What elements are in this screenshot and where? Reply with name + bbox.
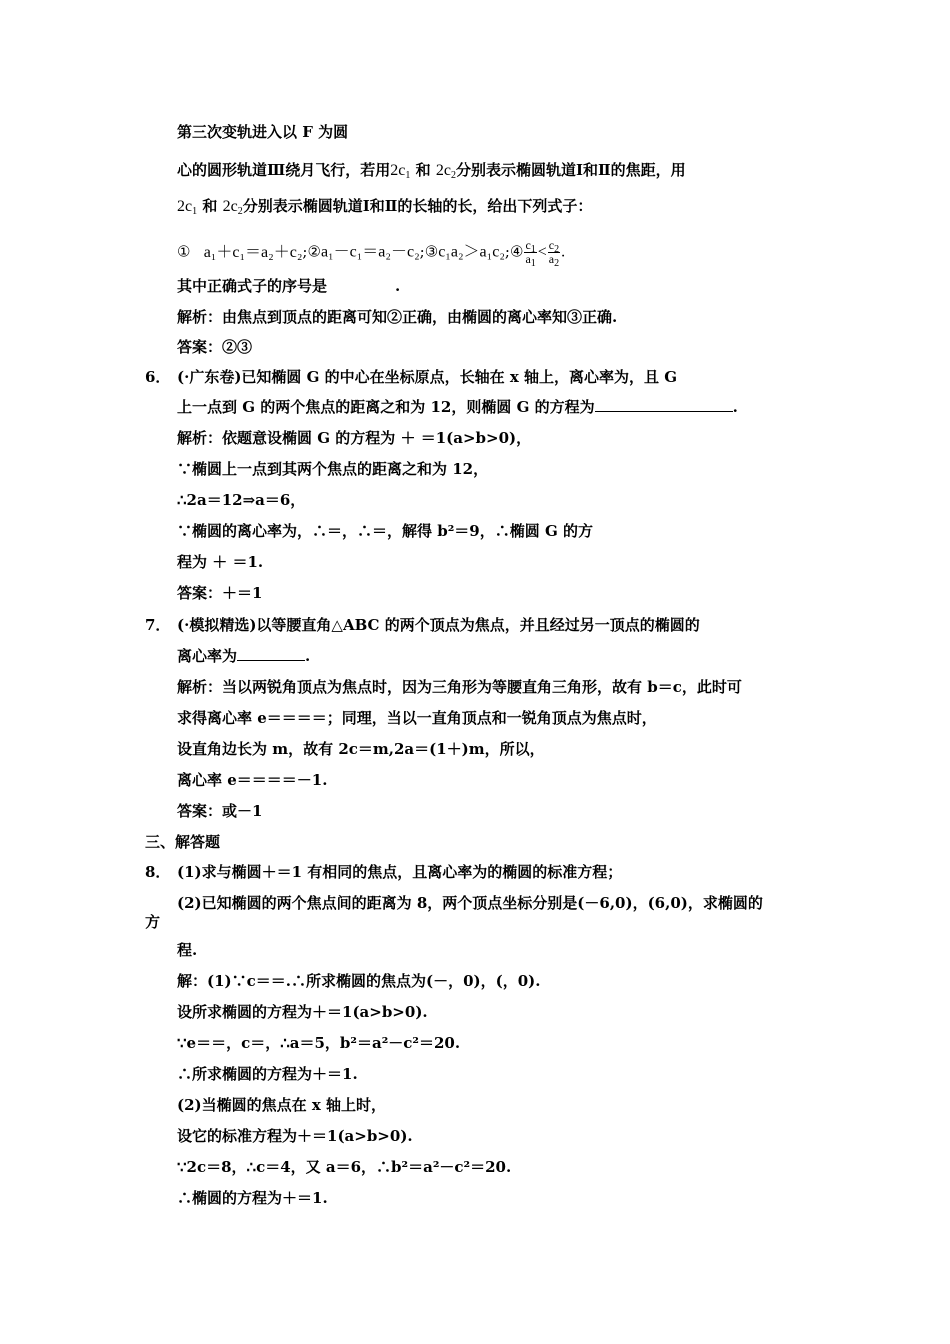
intro-line-1: 第三次变轨进入以 F 为圆 — [177, 123, 349, 141]
q6-number: 6． — [145, 368, 171, 386]
q8-sol-1: 解：(1)∵c＝＝.∴所求椭圆的焦点为(－，0)，(，0). — [177, 972, 541, 990]
q7-number: 7． — [145, 616, 171, 634]
intro-answer: 答案：②③ — [177, 338, 253, 356]
q8-sol-8: ∴椭圆的方程为＋＝1. — [177, 1189, 328, 1207]
q7-sol-2: 求得离心率 e＝＝＝＝；同理，当以一直角顶点和一锐角顶点为焦点时， — [177, 709, 657, 727]
intro-question: 其中正确式子的序号是 . — [177, 277, 401, 295]
q6-line-2-text: 上一点到 G 的两个焦点的距离之和为 12，则椭圆 G 的方程为 — [177, 398, 595, 416]
intro-line-2c: 分别表示椭圆轨道Ⅰ和Ⅱ的焦距，用 — [455, 161, 686, 179]
formula-2: a₁－c₁＝a₂－c₂ — [320, 243, 420, 261]
q8-sol-7: ∵2c＝8，∴c＝4，又 a＝6，∴b²＝a²－c²＝20. — [177, 1158, 512, 1176]
circled-4: ④ — [509, 242, 524, 261]
circled-3: ③ — [424, 242, 439, 261]
q7-line-2-text: 离心率为 — [177, 647, 238, 665]
formula-1: a₁＋c₁＝a₂＋c₂ — [203, 243, 303, 261]
q7-answer: 答案：或－1 — [177, 802, 263, 820]
q6-sol-4: ∵椭圆的离心率为，∴＝，∴＝，解得 b²＝9，∴椭圆 G 的方 — [177, 522, 593, 540]
q6-answer: 答案：＋＝1 — [177, 584, 263, 602]
answer-blank — [595, 397, 733, 412]
intro-analysis: 解析：由焦点到顶点的距离可知②正确，由椭圆的离心率知③正确. — [177, 308, 618, 326]
q6-sol-3: ∴2a＝12⇒a＝6， — [177, 491, 306, 509]
formula-2c2: $2c_2$ — [435, 162, 456, 181]
q6-sol-5: 程为 ＋ ＝1. — [177, 553, 264, 571]
intro-line-2b: 和 — [415, 161, 431, 179]
q7-line-1: (·模拟精选)以等腰直角△ABC 的两个顶点为焦点，并且经过另一顶点的椭圆的 — [177, 616, 700, 634]
q7-sol-3: 设直角边长为 m，故有 2c＝m,2a＝(1＋)m，所以， — [177, 740, 545, 758]
intro-line-2a: 心的圆形轨道Ⅲ绕月飞行，若用 — [177, 161, 391, 179]
q8-sol-6: 设它的标准方程为＋＝1(a>b>0). — [177, 1127, 413, 1145]
q6-line-2: 上一点到 G 的两个焦点的距离之和为 12，则椭圆 G 的方程为 . — [177, 398, 738, 416]
intro-line-2 — [177, 160, 686, 181]
q6-sol-1: 解析：依题意设椭圆 G 的方程为 ＋ ＝1(a>b>0)， — [177, 429, 532, 447]
q6-sol-2: ∵椭圆上一点到其两个焦点的距离之和为 12， — [177, 460, 489, 478]
intro-line-3 — [177, 196, 592, 217]
intro-question-text: 其中正确式子的序号是 — [177, 277, 328, 295]
formula-2c2-b: $2c_2$ — [222, 198, 243, 217]
q8-number: 8． — [145, 863, 171, 881]
circled-1: ① — [177, 242, 191, 261]
fraction-c2-a2: $\frac{c_2}{a_2}$ — [548, 238, 560, 269]
q8-sol-4: ∴所求椭圆的方程为＋＝1. — [177, 1065, 358, 1083]
q8-sol-5: (2)当椭圆的焦点在 x 轴上时， — [177, 1096, 387, 1114]
q7-line-2: 离心率为 . — [177, 647, 311, 665]
answer-blank — [237, 646, 305, 661]
intro-line-3a: 和 — [202, 197, 218, 215]
intro-line-3b: 分别表示椭圆轨道Ⅰ和Ⅱ的长轴的长，给出下列式子： — [242, 197, 593, 215]
q8-line-3: 程. — [177, 941, 198, 959]
q6-line-1: (·广东卷)已知椭圆 G 的中心在坐标原点，长轴在 x 轴上，离心率为，且 G — [177, 368, 678, 386]
formula-3: c₁a₂＞a₁c₂ — [438, 243, 505, 261]
circled-2: ② — [307, 242, 321, 261]
q7-sol-1: 解析：当以两锐角顶点为焦点时，因为三角形为等腰直角三角形，故有 b＝c，此时可 — [177, 678, 742, 696]
fraction-c1-a1: $\frac{c_1}{a_1}$ — [525, 238, 536, 269]
section-title: 三、解答题 — [145, 833, 221, 851]
q8-line-1: (1)求与椭圆＋＝1 有相同的焦点，且离心率为的椭圆的标准方程； — [177, 863, 623, 881]
q8-sol-3: ∵e＝＝，c＝，∴a＝5，b²＝a²－c²＝20. — [177, 1034, 461, 1052]
q8-line-2: (2)已知椭圆的两个焦点间的距离为 8，两个顶点坐标分别是(－6,0)，(6,0)，求椭圆的 — [177, 894, 763, 912]
q7-sol-4: 离心率 e＝＝＝＝－1. — [177, 771, 328, 789]
formula-2c1-b: $2c_1$ — [177, 198, 198, 217]
q8-sol-2: 设所求椭圆的方程为＋＝1(a>b>0). — [177, 1003, 428, 1021]
formula-2c1: $2c_1$ — [390, 162, 411, 181]
q8-line-2-wrap: 方 — [145, 913, 161, 931]
formula-list: ① a₁＋c₁＝a₂＋c₂;②a₁－c₁＝a₂－c₂;③c₁a₂＞a₁c₂;④ $\frac{c_1}{a_1}$ < $\frac{c_2}{a_2}$ . — [177, 238, 566, 269]
